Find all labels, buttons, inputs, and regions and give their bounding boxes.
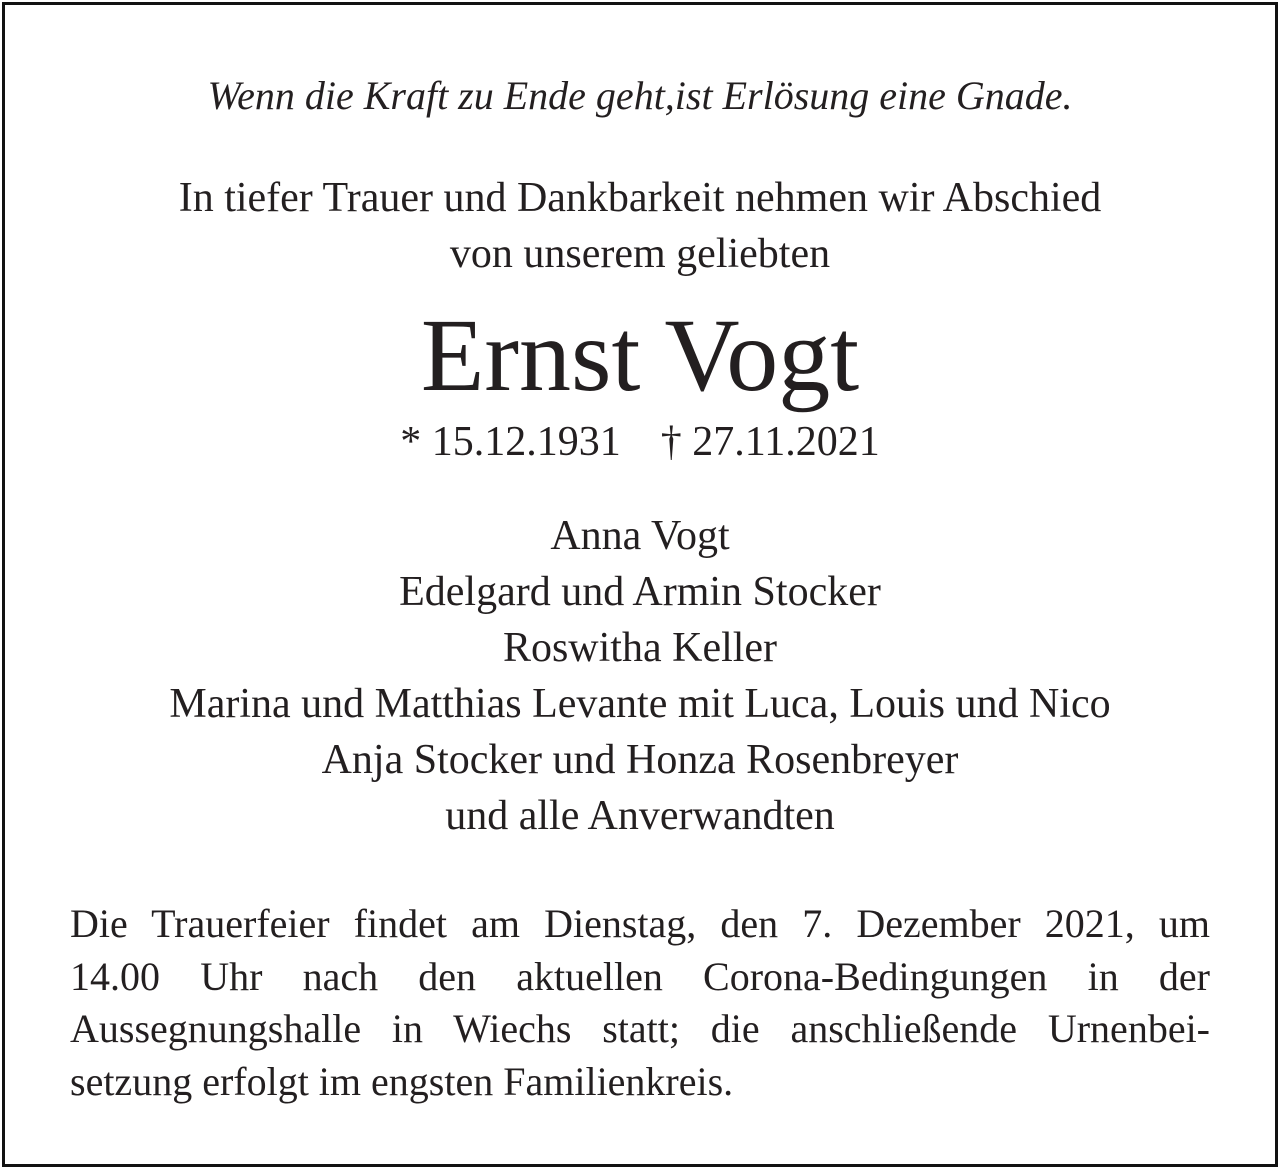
intro-line: In tiefer Trauer und Dankbarkeit nehmen wir Abschied xyxy=(178,175,1102,221)
birth-date: 15.12.1931 xyxy=(431,419,621,465)
birth-symbol: * xyxy=(400,419,422,465)
mourner: Anna Vogt xyxy=(550,513,730,559)
funeral-notice xyxy=(70,898,1210,1108)
mourner: und alle Anverwandten xyxy=(445,793,835,839)
mourner: Anja Stocker und Honza Rosenbreyer xyxy=(321,737,959,783)
intro-text xyxy=(0,170,1280,282)
death-symbol: † xyxy=(660,419,682,465)
intro-line: von unserem geliebten xyxy=(449,231,831,277)
motto: Wenn die Kraft zu Ende geht,ist Erlösung eine Gnade. xyxy=(207,73,1073,118)
life-dates xyxy=(0,415,1280,469)
mourner: Roswitha Keller xyxy=(502,625,778,671)
mourners-list xyxy=(0,508,1280,844)
notice-line: Aussegnungshalle in Wiechs statt; die anschließende Urnenbei- xyxy=(70,1006,1210,1051)
mourner: Edelgard und Armin Stocker xyxy=(399,569,881,615)
deceased-name: Ernst Vogt xyxy=(420,298,860,413)
mourner: Marina und Matthias Levante mit Luca, Louis und Nico xyxy=(169,681,1111,727)
notice-line: Die Trauerfeier findet am Dienstag, den 7. Dezember 2021, um xyxy=(70,901,1210,946)
notice-line: 14.00 Uhr nach den aktuellen Corona-Bedingungen in der xyxy=(70,953,1210,999)
notice-line: setzung erfolgt im engsten Familienkreis. xyxy=(70,1058,734,1104)
death-date: 27.11.2021 xyxy=(692,419,880,465)
